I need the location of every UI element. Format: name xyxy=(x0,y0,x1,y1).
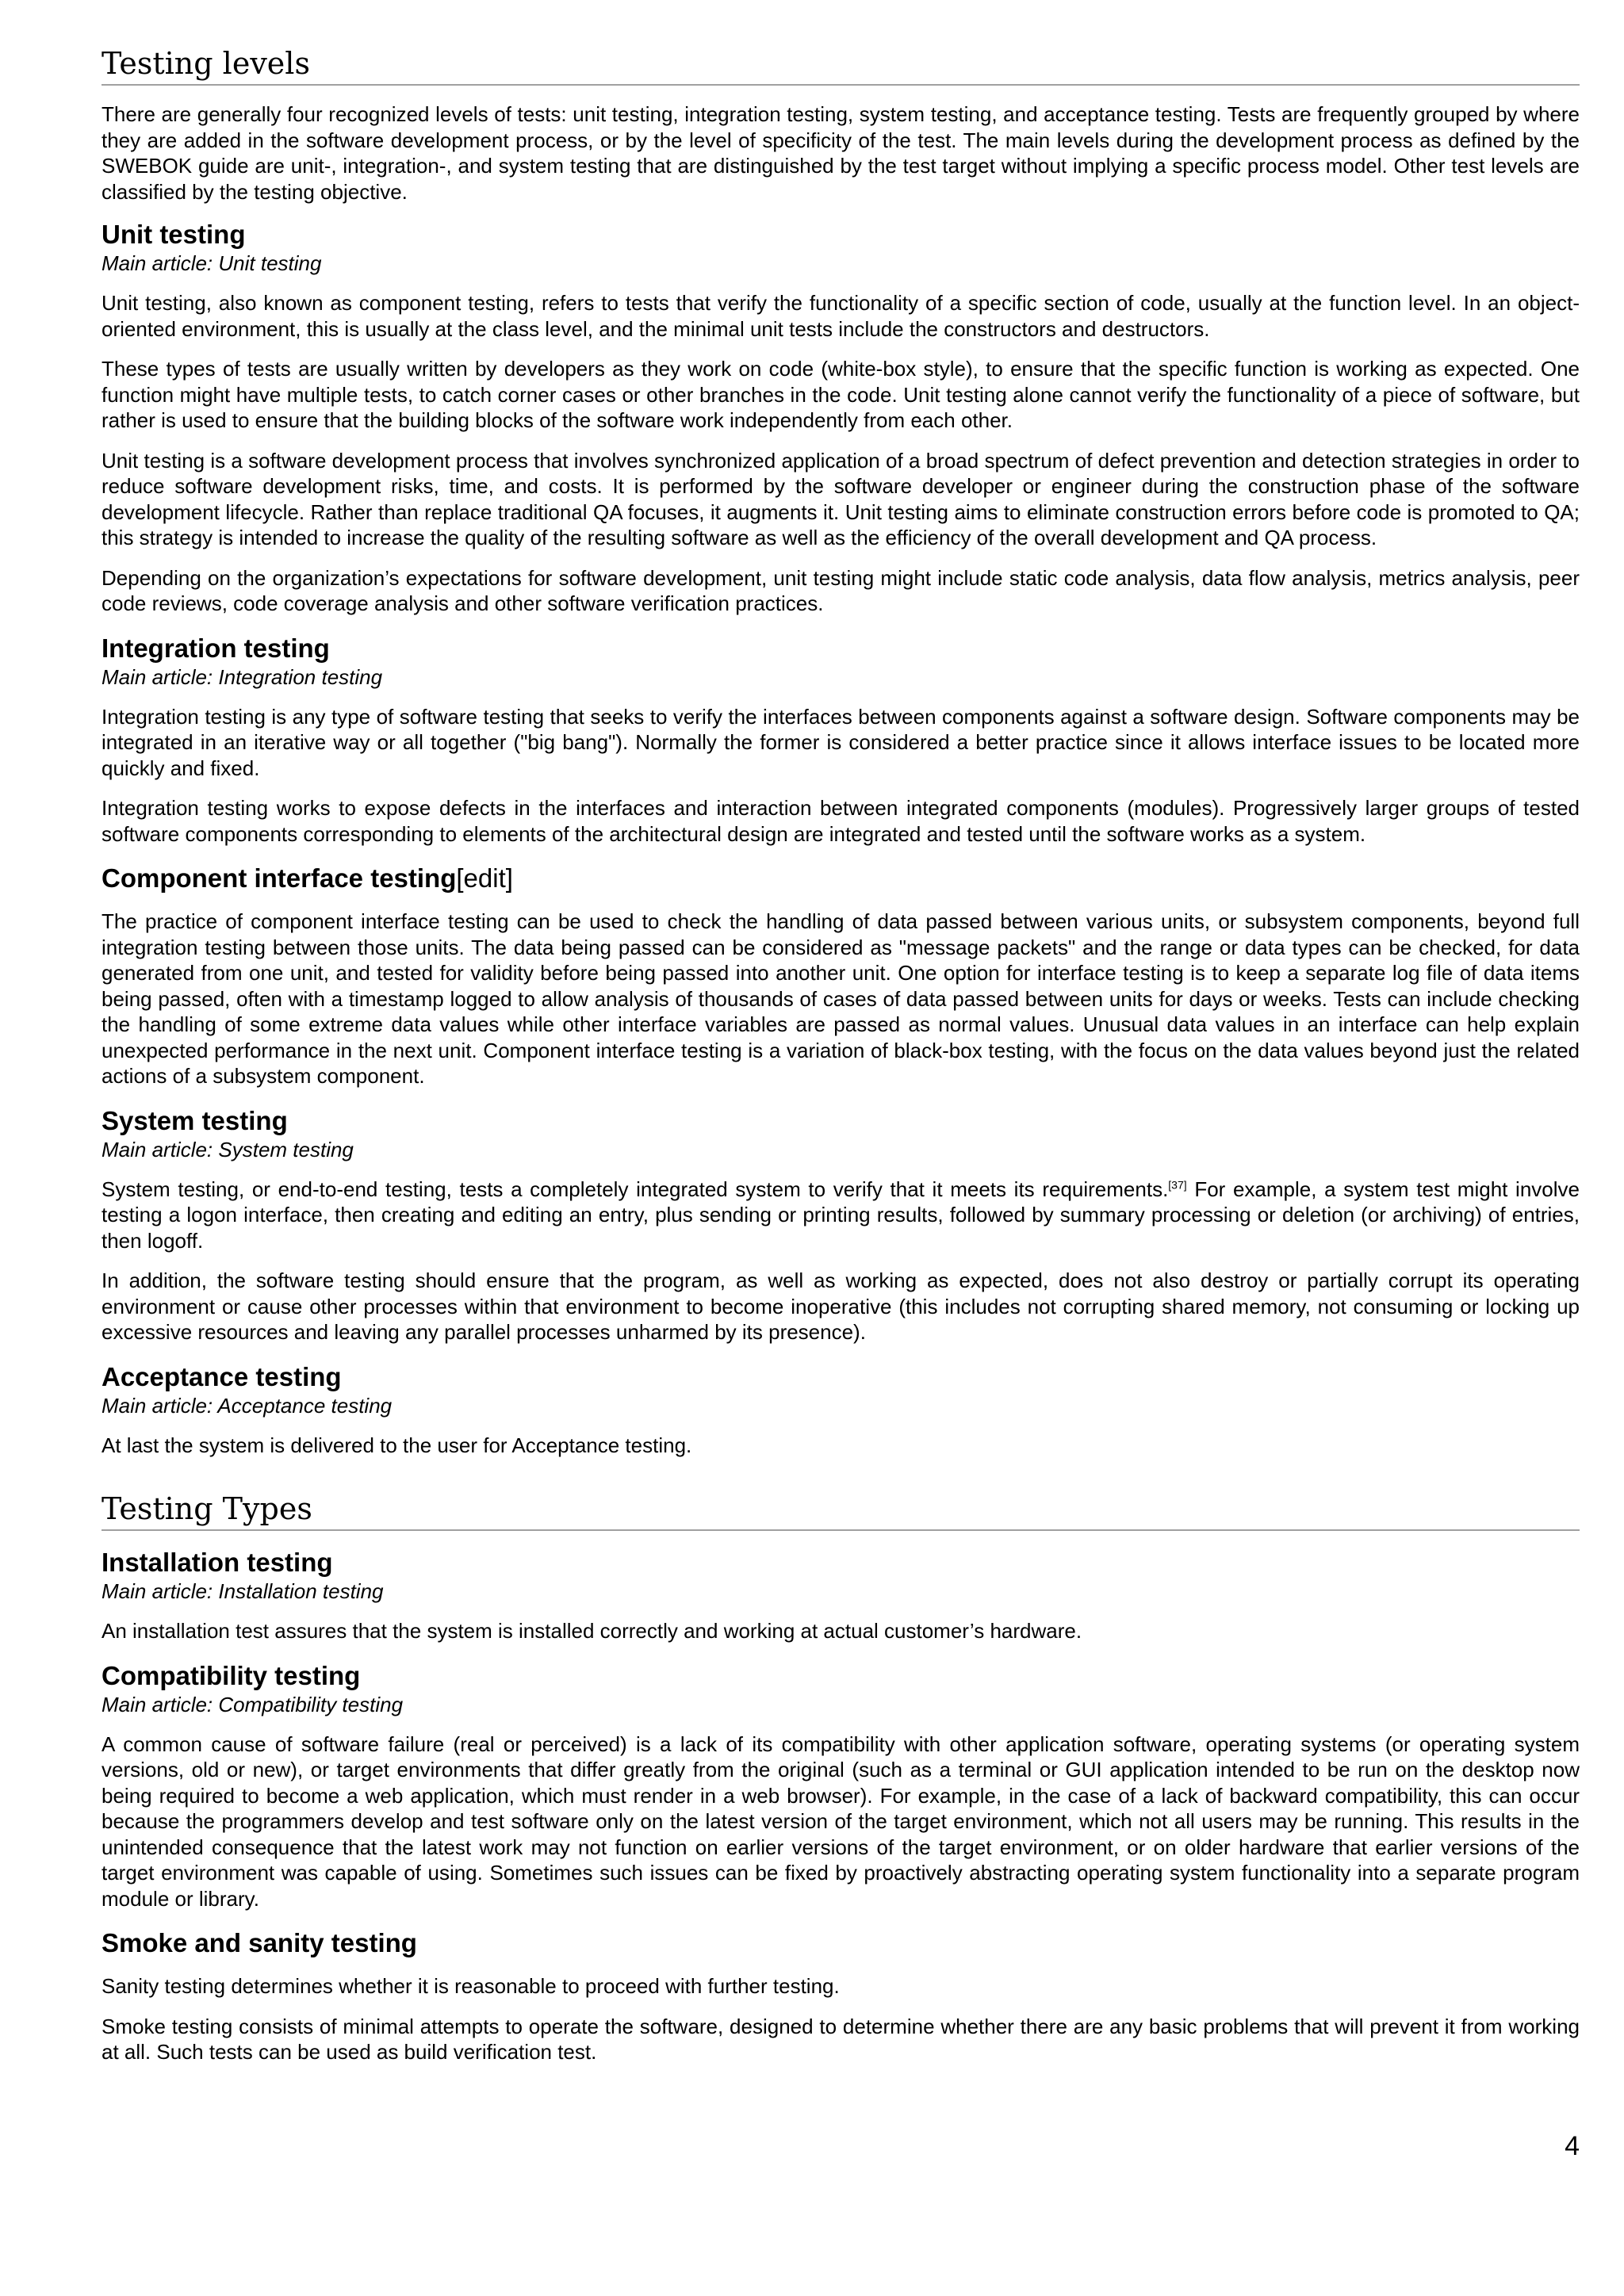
heading-integration-testing: Integration testing xyxy=(102,633,330,663)
heading-component-interface-testing xyxy=(102,863,1580,894)
main-article-link-compatibility-testing[interactable]: Main article: Compatibility testing xyxy=(102,1692,404,1716)
main-article-link-installation-testing[interactable]: Main article: Installation testing xyxy=(102,1579,384,1603)
unit-testing-paragraph: Depending on the organization’s expectations for software development, unit testing might include static code analysis, data flow analysis, metrics analysis, peer code reviews, code coverage analysis and other software verification practices. xyxy=(102,565,1580,615)
heading-component-interface-testing-text: Component interface testing xyxy=(102,863,457,893)
page-number: 4 xyxy=(1565,2131,1580,2161)
system-testing-text: For example, a system test might involve testing a logon interface, then creating and editing an entry, plus sending or printing results, followed by summary processing or deletion (or archiving) of entries, then logoff. xyxy=(102,1177,1580,1253)
testing-levels-intro: There are generally four recognized levels of tests: unit testing, integration testing, system testing, and acceptance testing. Tests are frequently grouped by where they are added in the software development process, or by the level of specificity of the test. The main levels during the development process as defined by the SWEBOK guide are unit-, integration-, and system testing that are distinguished by the test target without implying a specific process model. Other test levels are classified by the testing objective. xyxy=(102,102,1580,204)
smoke-sanity-paragraph: Smoke testing consists of minimal attempts to operate the software, designed to determine whether there are any basic problems that will prevent it from working at all. Such tests can be used as build verification test. xyxy=(102,2014,1580,2064)
heading-smoke-and-sanity-testing: Smoke and sanity testing xyxy=(102,1928,417,1957)
main-article-link-system-testing[interactable]: Main article: System testing xyxy=(102,1137,354,1161)
unit-testing-paragraph: Unit testing is a software development process that involves synchronized application of a broad spectrum of defect prevention and detection strategies in order to reduce software development risks, time, and costs. It is performed by the software developer or engineer during the construction phase of the software development lifecycle. Rather than replace traditional QA focuses, it augments it. Unit testing aims to eliminate construction errors before code is promoted to QA; this strategy is intended to increase the quality of the resulting software as well as the efficiency of the overall development and QA process. xyxy=(102,448,1580,549)
main-article-link-unit-testing[interactable]: Main article: Unit testing xyxy=(102,251,322,275)
main-article-link-acceptance-testing[interactable]: Main article: Acceptance testing xyxy=(102,1393,393,1418)
heading-acceptance-testing: Acceptance testing xyxy=(102,1361,342,1391)
system-testing-text: System testing, or end-to-end testing, tests a completely integrated system to verify that it meets its requirements. xyxy=(102,1177,1169,1201)
heading-unit-testing: Unit testing xyxy=(102,220,246,249)
heading-compatibility-testing: Compatibility testing xyxy=(102,1660,361,1690)
edit-link[interactable]: [edit] xyxy=(456,863,513,893)
heading-installation-testing: Installation testing xyxy=(102,1548,333,1577)
compatibility-testing-paragraph: A common cause of software failure (real or perceived) is a lack of its compatibility with other application software, operating systems (or operating system versions, old or new), or target environments that differ greatly from the original (such as a terminal or GUI application intended to be run on the desktop now being required to become a web application, which must render in a web browser). For example, in the case of a lack of backward compatibility, this can occur because the programmers develop and test software only on the latest version of the target environment, which not all users may be running. This results in the unintended consequence that the latest work may not function on earlier versions of the target environment, or on older hardware that earlier versions of the target environment was capable of using. Sometimes such issues can be fixed by proactively abstracting operating system functionality into a separate program module or library. xyxy=(102,1732,1580,1911)
section-title-testing-types: Testing Types xyxy=(102,1490,1580,1531)
document-page xyxy=(102,44,1580,2080)
unit-testing-paragraph: Unit testing, also known as component testing, refers to tests that verify the functionality of a specific section of code, usually at the function level. In an object-oriented environment, this is usually at the class level, and the minimal unit tests include the constructors and destructors. xyxy=(102,291,1580,341)
system-testing-paragraph xyxy=(102,1177,1580,1254)
acceptance-testing-paragraph: At last the system is delivered to the user for Acceptance testing. xyxy=(102,1433,692,1457)
heading-system-testing: System testing xyxy=(102,1105,288,1135)
unit-testing-paragraph: These types of tests are usually written by developers as they work on code (white-box style), to ensure that the specific function is working as expected. One function might have multiple tests, to catch corner cases or other branches in the code. Unit testing alone cannot verify the functionality of a piece of software, but rather is used to ensure that the building blocks of the software work independently from each other. xyxy=(102,357,1580,432)
section-title-testing-levels: Testing levels xyxy=(102,44,1580,86)
installation-testing-paragraph: An installation test assures that the system is installed correctly and working at actual customer’s hardware. xyxy=(102,1619,1082,1643)
integration-testing-paragraph: Integration testing is any type of software testing that seeks to verify the interfaces between components against a software design. Software components may be integrated in an iterative way or all together ("big bang"). Normally the former is considered a better practice since it allows interface issues to be located more quickly and fixed. xyxy=(102,704,1580,780)
citation-reference[interactable]: [37] xyxy=(1168,1177,1187,1191)
integration-testing-paragraph: Integration testing works to expose defects in the interfaces and interaction between integrated components (modules). Progressively larger groups of tested software components corresponding to elements of the architectural design are integrated and tested until the software works as a system. xyxy=(102,796,1580,846)
component-interface-testing-paragraph: The practice of component interface testing can be used to check the handling of data passed between various units, or subsystem components, beyond full integration testing between those units. The data being passed can be considered as "message packets" and the range or data types can be checked, for data generated from one unit, and tested for validity before being passed into another unit. One option for interface testing is to keep a separate log file of data items being passed, often with a timestamp logged to allow analysis of thousands of cases of data passed between units for days or weeks. Tests can include checking the handling of some extreme data values while other interface variables are passed as normal values. Unusual data values in an interface can help explain unexpected performance in the next unit. Component interface testing is a variation of black-box testing, with the focus on the data values beyond just the related actions of a subsystem component. xyxy=(102,909,1580,1088)
main-article-link-integration-testing[interactable]: Main article: Integration testing xyxy=(102,664,383,689)
smoke-sanity-paragraph: Sanity testing determines whether it is reasonable to proceed with further testing. xyxy=(102,1974,840,1998)
system-testing-paragraph: In addition, the software testing should ensure that the program, as well as working as expected, does not also destroy or partially corrupt its operating environment or cause other processes within that environment to become inoperative (this includes not corrupting shared memory, not consuming or locking up excessive resources and leaving any parallel processes unharmed by its presence). xyxy=(102,1269,1580,1344)
